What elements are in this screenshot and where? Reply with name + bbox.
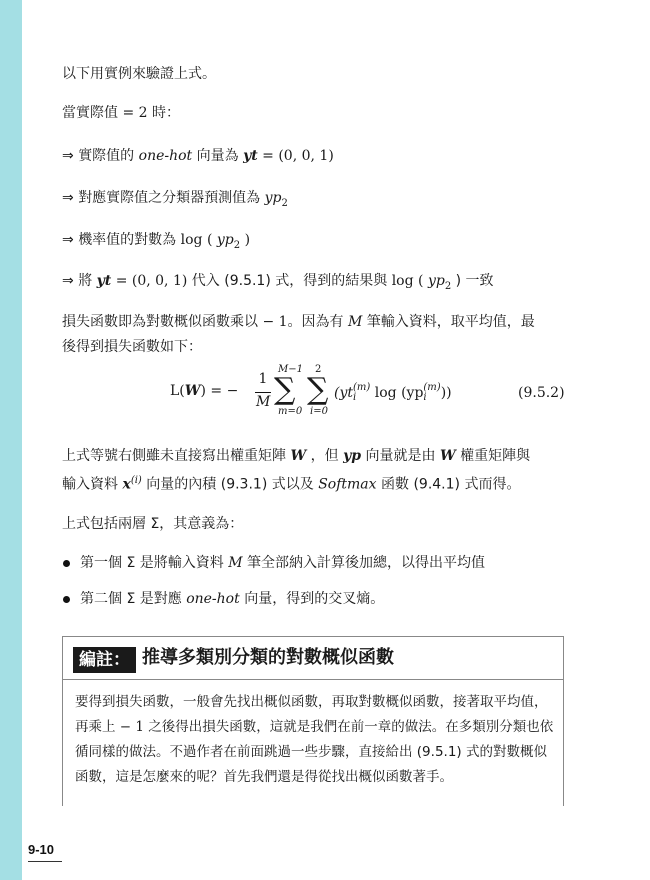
page-number-underline	[28, 861, 62, 862]
page-number: 9-10	[28, 842, 55, 857]
note-line-4: 函數，這是怎麼來的呢？首先我們還是得從找出概似函數著手。	[75, 769, 453, 785]
bullet-dot	[63, 560, 70, 567]
arrow-icon: ⇒	[62, 148, 74, 164]
bullet-item-1: 第一個 Σ 是將輸入資料 M 筆全部納入計算後加總，以得出平均值	[80, 555, 485, 571]
paragraph-2-line-2: 輸入資料 $x^{(i)}$ 向量的內積 (9.3.1) 式以及 Softmax 函數 (9.4.1) 式而得。	[62, 475, 521, 493]
paragraph-1-line-2: 後得到損失函數如下：	[62, 339, 202, 355]
case-line: 當實際值 = 2 時：	[62, 105, 180, 121]
arrow-icon: ⇒	[62, 190, 74, 206]
note-tag: 編註：	[73, 647, 136, 673]
step-4: ⇒ 將 yt = (0, 0, 1) 代入 (9.5.1) 式，得到的結果與 log ( $yp_2$ ) 一致	[62, 273, 494, 292]
bullet-item-2: 第二個 Σ 是對應 one-hot 向量，得到的交叉熵。	[80, 591, 385, 607]
note-line-3: 循同樣的做法。不過作者在前面跳過一些步驟，直接給出 (9.5.1) 式的對數概似	[75, 744, 547, 760]
step-3: ⇒ 機率值的對數為 log ( $yp_2$ )	[62, 232, 251, 251]
step-1: ⇒ 實際值的 one-hot 向量為 yt = (0, 0, 1)	[62, 148, 334, 164]
intro-text: 以下用實例來驗證上式。	[62, 66, 216, 82]
paragraph-2-line-1: 上式等號右側雖未直接寫出權重矩陣 W ，但 yp 向量就是由 W 權重矩陣與	[62, 448, 531, 464]
bullet-dot	[63, 596, 70, 603]
note-divider	[63, 679, 563, 680]
arrow-icon: ⇒	[62, 232, 74, 248]
equation-9-5-2: L(W) = − 1 M M−1 ∑ m=0 2 ∑ i=0 (yt (m) i log (yp (m) i ))	[170, 364, 452, 417]
paragraph-1-line-1: 損失函數即為對數概似函數乘以 − 1。因為有 M 筆輸入資料，取平均值，最	[62, 314, 535, 330]
note-line-2: 再乘上 − 1 之後得出損失函數，這就是我們在前一章的做法。在多類別分類也依	[75, 719, 554, 735]
side-color-bar	[0, 0, 22, 880]
note-line-1: 要得到損失函數，一般會先找出概似函數，再取對數概似函數，接著取平均值，	[75, 694, 548, 710]
editor-note-box	[62, 636, 564, 806]
step-2: ⇒ 對應實際值之分類器預測值為 $yp_2$	[62, 190, 288, 209]
note-title: 推導多類別分類的對數概似函數	[142, 647, 394, 668]
equation-number: (9.5.2)	[518, 385, 565, 401]
arrow-icon: ⇒	[62, 273, 74, 289]
paragraph-3: 上式包括兩層 Σ，其意義為：	[62, 516, 244, 532]
note-header	[73, 647, 394, 673]
